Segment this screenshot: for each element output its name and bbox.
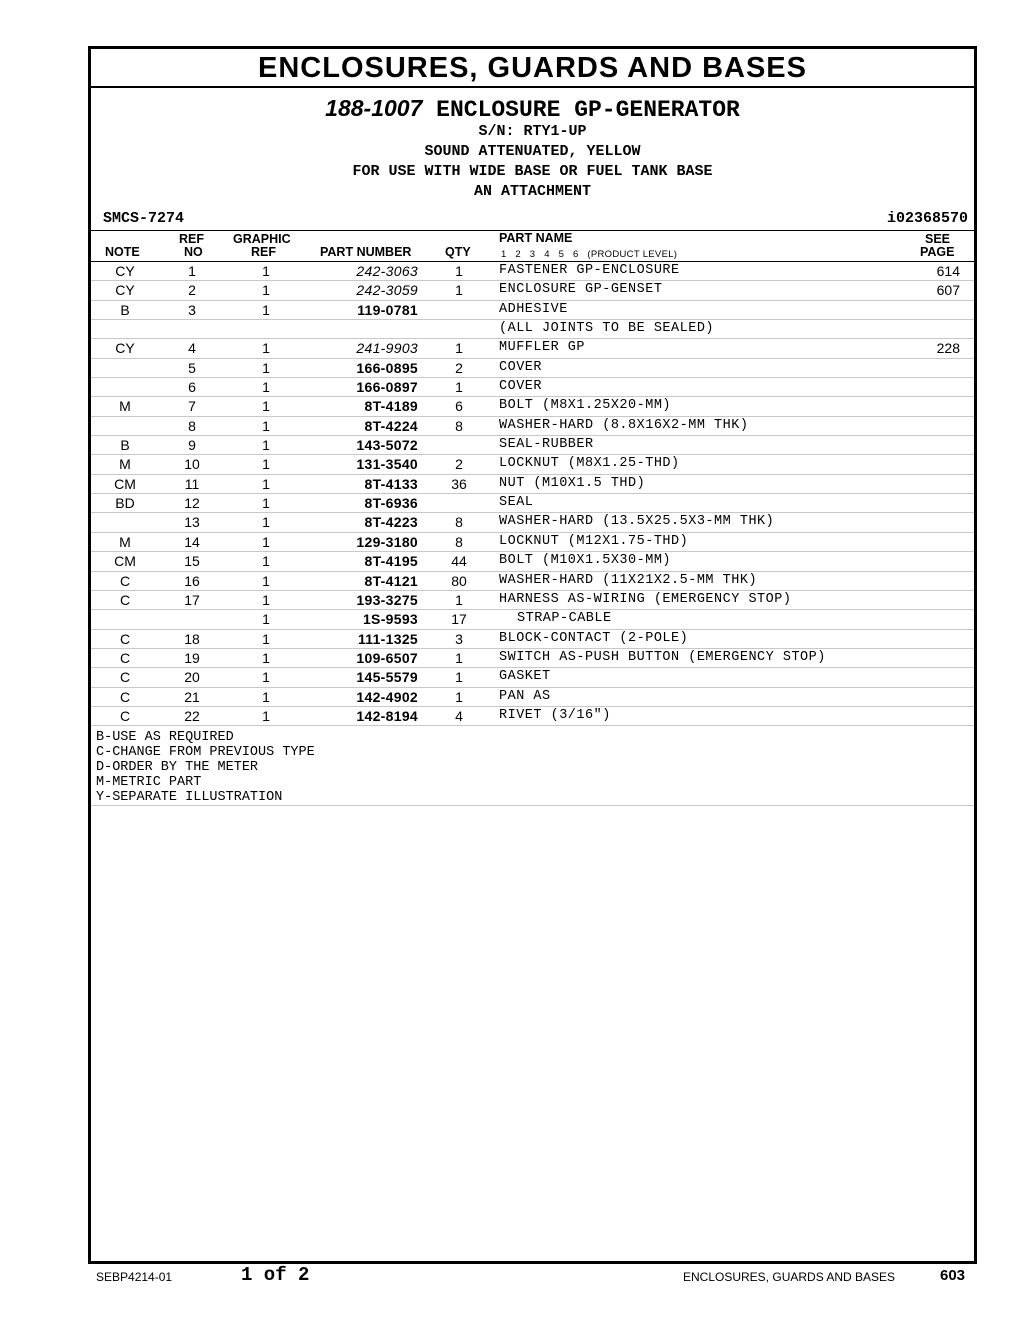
qty-cell: 8 <box>455 417 463 434</box>
ref-no-cell: 20 <box>184 669 200 686</box>
header-part-number: PART NUMBER <box>320 245 412 259</box>
header-product-level: 1 2 3 4 5 6 (PRODUCT LEVEL) <box>501 249 678 260</box>
part-number-cell[interactable]: 193-3275 <box>356 591 418 608</box>
qty-cell: 80 <box>451 572 467 589</box>
part-number-cell[interactable]: 142-8194 <box>356 707 418 724</box>
ref-no-cell: 7 <box>188 398 196 415</box>
note-cell: C <box>119 669 131 686</box>
part-name-cell: BLOCK-CONTACT (2-POLE) <box>499 630 689 646</box>
parts-table-body <box>91 262 974 726</box>
note-legend-item: D-ORDER BY THE METER <box>96 760 259 776</box>
part-name-cell: COVER <box>499 359 543 375</box>
part-number-cell[interactable]: 1S-9593 <box>362 611 418 628</box>
table-row <box>91 649 974 668</box>
part-number-cell[interactable]: 131-3540 <box>356 456 418 473</box>
part-number-cell[interactable]: 109-6507 <box>356 649 418 666</box>
ref-no-cell: 5 <box>188 359 196 376</box>
table-row <box>91 572 974 591</box>
note-legend-item: C-CHANGE FROM PREVIOUS TYPE <box>96 745 315 761</box>
part-name-cell: LOCKNUT (M8X1.25-THD) <box>499 456 680 472</box>
note-cell: CY <box>115 263 135 279</box>
group-usage-line: FOR USE WITH WIDE BASE OR FUEL TANK BASE <box>352 163 713 180</box>
table-row <box>91 378 974 397</box>
header-ref: REF <box>179 232 204 246</box>
qty-cell: 1 <box>455 263 463 279</box>
part-number-cell[interactable]: 145-5579 <box>356 669 418 686</box>
group-heading <box>91 94 974 122</box>
note-legend-item: Y-SEPARATE ILLUSTRATION <box>96 790 283 806</box>
table-row <box>91 262 974 281</box>
ref-no-cell: 1 <box>188 263 196 279</box>
qty-cell: 8 <box>455 514 463 531</box>
graphic-ref-cell: 1 <box>262 649 270 666</box>
note-cell: B <box>120 301 130 318</box>
qty-cell: 17 <box>451 611 467 628</box>
table-row <box>91 281 974 300</box>
group-description-line: SOUND ATTENUATED, YELLOW <box>424 143 641 160</box>
group-serial-line: S/N: RTY1-UP <box>478 123 587 140</box>
graphic-ref-cell: 1 <box>262 475 270 492</box>
qty-cell: 3 <box>455 630 463 647</box>
part-name-cell: HARNESS AS-WIRING (EMERGENCY STOP) <box>499 591 792 607</box>
part-number-cell[interactable]: 241-9903 <box>356 340 418 357</box>
graphic-ref-cell: 1 <box>262 282 270 299</box>
header-page: PAGE <box>920 245 955 259</box>
note-cell: M <box>119 456 131 473</box>
part-number-cell[interactable]: 242-3063 <box>356 263 418 279</box>
part-number-cell[interactable]: 111-1325 <box>357 630 418 647</box>
graphic-ref-cell: 1 <box>262 591 270 608</box>
table-row <box>91 320 974 339</box>
ref-no-cell: 11 <box>184 475 200 492</box>
ref-no-cell: 15 <box>184 553 200 570</box>
footer-page-number: 603 <box>940 1267 966 1284</box>
qty-cell: 1 <box>455 379 463 396</box>
note-legend-item: B-USE AS REQUIRED <box>96 730 234 746</box>
table-row <box>91 513 974 532</box>
table-row <box>91 359 974 378</box>
graphic-ref-cell: 1 <box>262 456 270 473</box>
part-name-cell: RIVET (3/16") <box>499 707 611 723</box>
header-no: NO <box>184 245 203 259</box>
table-row <box>91 339 974 358</box>
ref-no-cell: 12 <box>184 495 200 512</box>
graphic-ref-cell: 1 <box>262 669 270 686</box>
table-row <box>91 610 974 629</box>
part-number-cell[interactable]: 166-0895 <box>356 359 418 376</box>
qty-cell: 2 <box>455 456 463 473</box>
part-name-cell: ADHESIVE <box>499 301 568 317</box>
note-cell: BD <box>115 495 135 512</box>
graphic-ref-cell: 1 <box>262 379 270 396</box>
ref-no-cell: 6 <box>188 379 196 396</box>
note-legend-item: M-METRIC PART <box>96 775 202 791</box>
graphic-ref-cell: 1 <box>262 688 270 705</box>
graphic-ref-cell: 1 <box>262 630 270 647</box>
part-number-cell[interactable]: 119-0781 <box>357 301 418 318</box>
part-number-cell[interactable]: 8T-4195 <box>364 553 418 570</box>
table-row <box>91 301 974 320</box>
part-name-cell: SEAL <box>499 495 534 511</box>
note-cell: C <box>119 630 131 647</box>
header-part-name: PART NAME <box>499 231 573 245</box>
table-row <box>91 533 974 552</box>
note-cell: C <box>119 591 131 608</box>
part-name-cell: WASHER-HARD (11X21X2.5-MM THK) <box>499 572 758 588</box>
graphic-ref-cell: 1 <box>262 611 270 628</box>
ref-no-cell: 2 <box>188 282 196 299</box>
part-number-cell[interactable]: 143-5072 <box>356 437 418 454</box>
part-number-cell[interactable]: 8T-4224 <box>364 417 418 434</box>
header-note: NOTE <box>105 245 140 259</box>
graphic-ref-cell: 1 <box>262 301 270 318</box>
ref-no-cell: 4 <box>188 340 196 357</box>
table-row <box>91 397 974 416</box>
part-number-cell[interactable]: 8T-4223 <box>364 514 418 531</box>
table-row <box>91 436 974 455</box>
table-row <box>91 688 974 707</box>
header-qty: QTY <box>445 245 471 259</box>
part-number-cell[interactable]: 129-3180 <box>356 533 418 550</box>
footer-section: ENCLOSURES, GUARDS AND BASES <box>683 1270 896 1284</box>
section-title: ENCLOSURES, GUARDS AND BASES <box>91 49 974 88</box>
table-row <box>91 668 974 687</box>
graphic-ref-cell: 1 <box>262 340 270 357</box>
qty-cell: 1 <box>455 669 463 686</box>
qty-cell: 1 <box>455 340 463 357</box>
part-name-cell: BOLT (M8X1.25X20-MM) <box>499 398 672 414</box>
see-page-cell[interactable]: 614 <box>936 263 960 279</box>
part-name-cell: SWITCH AS-PUSH BUTTON (EMERGENCY STOP) <box>499 649 826 665</box>
table-row <box>91 417 974 436</box>
part-name-cell: COVER <box>499 379 543 395</box>
ref-no-cell: 8 <box>188 417 196 434</box>
see-page-cell[interactable]: 607 <box>936 282 960 299</box>
part-number-cell[interactable]: 8T-6936 <box>364 495 418 512</box>
part-name-cell: MUFFLER GP <box>499 340 586 356</box>
page-frame <box>88 46 977 1264</box>
part-name-cell: FASTENER GP-ENCLOSURE <box>499 263 680 278</box>
graphic-ref-cell: 1 <box>262 417 270 434</box>
note-cell: M <box>119 533 131 550</box>
header-graphic: GRAPHIC <box>233 232 291 246</box>
qty-cell: 1 <box>455 649 463 666</box>
group-attachment-line: AN ATTACHMENT <box>473 183 592 200</box>
note-cell: B <box>120 437 130 454</box>
table-row <box>91 591 974 610</box>
qty-cell: 36 <box>451 475 467 492</box>
note-cell: CY <box>115 340 135 357</box>
qty-cell: 4 <box>455 707 463 724</box>
footer-page-of: 1 of 2 <box>241 1264 310 1286</box>
ref-no-cell: 9 <box>188 437 196 454</box>
graphic-ref-cell: 1 <box>262 263 270 279</box>
qty-cell: 1 <box>455 591 463 608</box>
table-row <box>91 475 974 494</box>
qty-cell: 44 <box>451 553 467 570</box>
part-name-cell: WASHER-HARD (13.5X25.5X3-MM THK) <box>499 514 775 530</box>
note-cell: M <box>119 398 131 415</box>
ref-no-cell: 18 <box>184 630 200 647</box>
part-number-cell[interactable]: 8T-4189 <box>364 398 418 415</box>
graphic-ref-cell: 1 <box>262 572 270 589</box>
ref-no-cell: 10 <box>184 456 200 473</box>
part-name-cell: ENCLOSURE GP-GENSET <box>499 282 663 298</box>
ref-no-cell: 13 <box>184 514 200 531</box>
qty-cell: 1 <box>455 282 463 299</box>
graphic-ref-cell: 1 <box>262 398 270 415</box>
ref-no-cell: 14 <box>184 533 200 550</box>
part-name-cell: SEAL-RUBBER <box>499 437 594 453</box>
part-number-cell[interactable]: 8T-4121 <box>364 572 418 589</box>
graphic-ref-cell: 1 <box>262 514 270 531</box>
group-name: ENCLOSURE GP-GENERATOR <box>436 97 740 123</box>
qty-cell: 8 <box>455 533 463 550</box>
graphic-ref-cell: 1 <box>262 359 270 376</box>
table-header <box>91 230 974 262</box>
part-number-cell[interactable]: 142-4902 <box>356 688 418 705</box>
ref-no-cell: 19 <box>184 649 200 666</box>
part-name-cell: BOLT (M10X1.5X30-MM) <box>499 553 672 569</box>
page-footer <box>0 1262 1020 1292</box>
group-part-number[interactable]: 188-1007 <box>325 95 423 121</box>
qty-cell: 2 <box>455 359 463 376</box>
note-cell: C <box>119 572 131 589</box>
note-cell: C <box>119 707 131 724</box>
part-name-cell: STRAP-CABLE <box>517 611 612 627</box>
smcs-code: SMCS-7274 <box>103 210 185 227</box>
table-row <box>91 630 974 649</box>
ref-no-cell: 17 <box>184 591 200 608</box>
table-row <box>91 494 974 513</box>
part-name-cell: PAN AS <box>499 688 551 704</box>
footer-doc-number: SEBP4214-01 <box>96 1270 173 1284</box>
part-name-cell: (ALL JOINTS TO BE SEALED) <box>499 321 715 337</box>
header-graphic-ref: REF <box>251 245 276 259</box>
note-cell: CM <box>114 475 136 492</box>
part-name-cell: LOCKNUT (M12X1.75-THD) <box>499 533 689 549</box>
graphic-ref-cell: 1 <box>262 707 270 724</box>
graphic-ref-cell: 1 <box>262 495 270 512</box>
part-name-cell: WASHER-HARD (8.8X16X2-MM THK) <box>499 417 749 433</box>
graphic-ref-cell: 1 <box>262 437 270 454</box>
graphic-ref-cell: 1 <box>262 553 270 570</box>
graphic-ref-cell: 1 <box>262 533 270 550</box>
part-name-cell: NUT (M10X1.5 THD) <box>499 475 646 491</box>
table-row <box>91 552 974 571</box>
part-number-cell[interactable]: 166-0897 <box>356 379 418 396</box>
notes-legend <box>91 726 974 806</box>
ref-no-cell: 16 <box>184 572 200 589</box>
note-cell: CM <box>114 553 136 570</box>
table-row <box>91 707 974 726</box>
part-number-cell[interactable]: 242-3059 <box>356 282 418 299</box>
note-cell: CY <box>115 282 135 299</box>
note-cell: C <box>119 649 131 666</box>
table-row <box>91 455 974 474</box>
ref-no-cell: 3 <box>188 301 196 318</box>
illustration-id: i02368570 <box>886 210 968 227</box>
header-see: SEE <box>925 232 951 246</box>
part-name-cell: GASKET <box>499 669 551 685</box>
part-number-cell[interactable]: 8T-4133 <box>364 475 418 492</box>
ref-no-cell: 22 <box>184 707 200 724</box>
note-cell: C <box>119 688 131 705</box>
ref-no-cell: 21 <box>184 688 200 705</box>
see-page-cell[interactable]: 228 <box>936 340 960 357</box>
qty-cell: 6 <box>455 398 463 415</box>
qty-cell: 1 <box>455 688 463 705</box>
smcs-row <box>91 208 974 230</box>
